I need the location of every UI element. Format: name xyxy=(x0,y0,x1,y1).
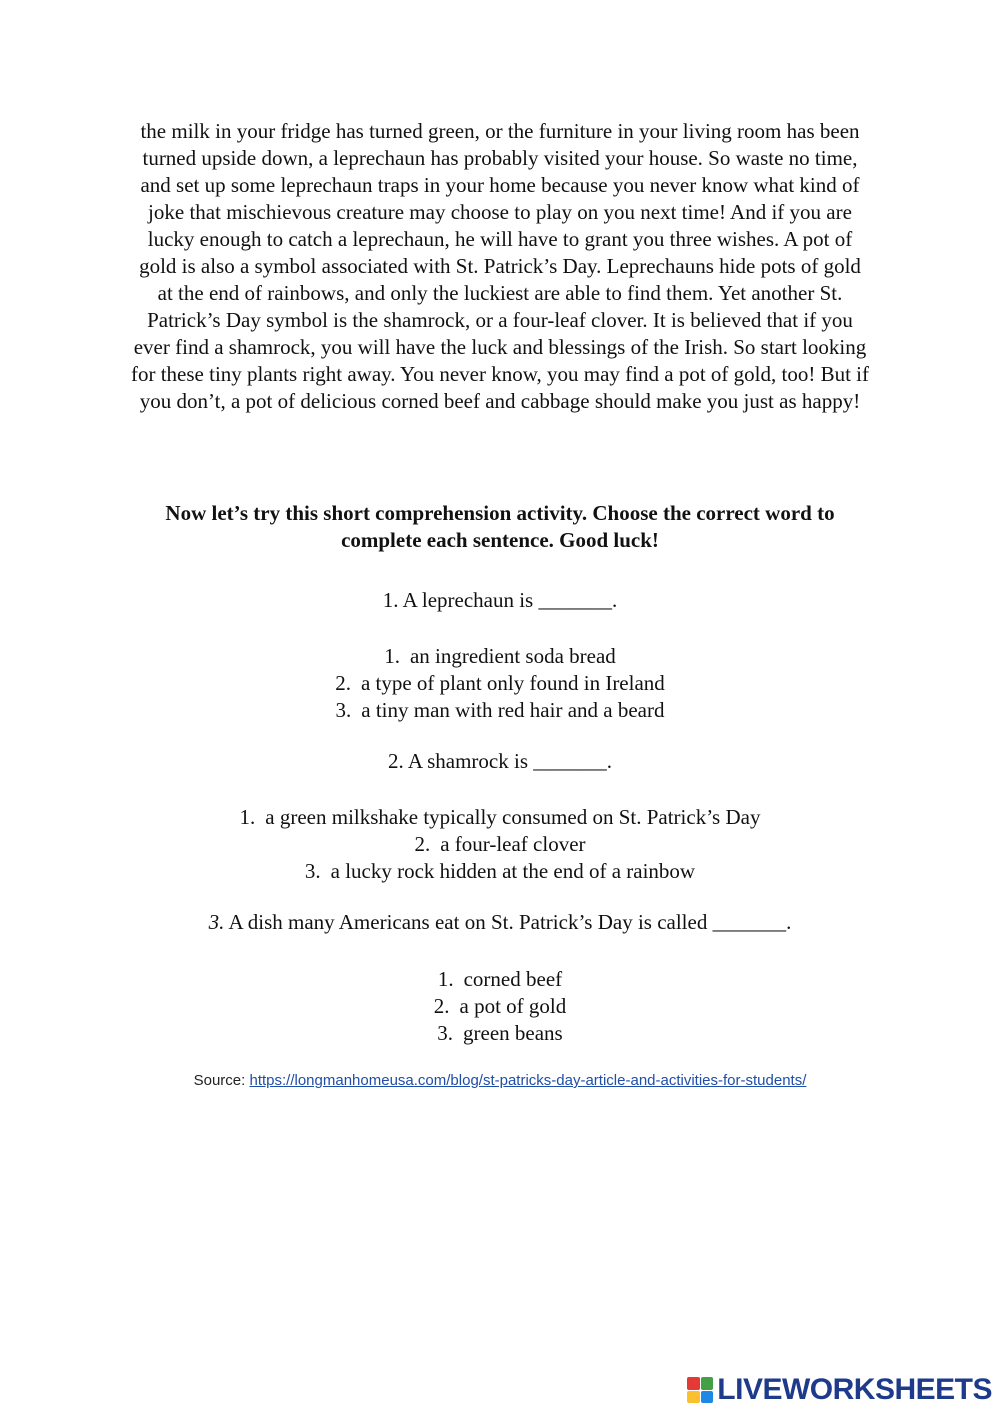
question-3 xyxy=(0,909,1000,936)
option-text: an ingredient soda bread xyxy=(409,644,616,668)
option-text: a lucky rock hidden at the end of a rainbow xyxy=(330,859,696,883)
option-text: green beans xyxy=(463,1021,563,1045)
option[interactable] xyxy=(0,804,1000,831)
question-3-text: A dish many Americans eat on St. Patrick’s Day is called _______. xyxy=(228,910,792,934)
option[interactable] xyxy=(0,643,1000,670)
option-text: a four-leaf clover xyxy=(440,832,586,856)
source-line xyxy=(0,1071,1000,1091)
question-2-options xyxy=(0,804,1000,885)
option-number: 1. xyxy=(437,967,454,991)
option-number: 2. xyxy=(433,994,450,1018)
option-text: a green milkshake typically consumed on St. Patrick’s Day xyxy=(265,805,761,829)
question-3-number: 3. xyxy=(208,910,225,934)
logo-square xyxy=(701,1391,714,1404)
logo-square xyxy=(701,1377,714,1390)
option-number: 3. xyxy=(304,859,321,883)
question-3-options xyxy=(0,966,1000,1047)
option-text: corned beef xyxy=(463,967,563,991)
source-link[interactable]: https://longmanhomeusa.com/blog/st-patricks-day-article-and-activities-for-students/ xyxy=(249,1072,807,1089)
option[interactable] xyxy=(0,1020,1000,1047)
option-text: a type of plant only found in Ireland xyxy=(360,671,665,695)
option-number: 2. xyxy=(335,671,351,695)
option[interactable] xyxy=(0,831,1000,858)
source-label: Source: xyxy=(193,1072,250,1089)
option[interactable] xyxy=(0,670,1000,697)
brand-name: LIVEWORKSHEETS xyxy=(717,1373,992,1406)
question-1: 1. A leprechaun is _______. xyxy=(382,588,618,612)
liveworksheets-brand[interactable] xyxy=(687,1373,992,1407)
article-paragraph: the milk in your fridge has turned green, or the furniture in your living room has been turned upside down, a leprechaun has probably visited your house. So waste no time, and set up some leprechaun traps in your home because you never know what kind of joke that mischievous creature may choose to play on you next time! And if you are lucky enough to catch a leprechaun, he will have to grant you three wishes. A pot of gold is also a symbol associated with St. Patrick’s Day. Leprechauns hide pots of gold at the end of rainbows, and only the luckiest are able to find them. Yet another St. Patrick’s Day symbol is the shamrock, or a four-leaf clover. It is believed that if you ever find a shamrock, you will have the luck and blessings of the Irish. So start looking for these tiny plants right away. You never know, you may find a pot of gold, too! But if you don’t, a pot of delicious corned beef and cabbage should make you just as happy! xyxy=(130,119,869,413)
option[interactable] xyxy=(0,697,1000,724)
logo-square xyxy=(687,1377,700,1390)
liveworksheets-logo-icon xyxy=(687,1377,713,1403)
option-number: 3. xyxy=(335,698,352,722)
logo-square xyxy=(687,1391,700,1404)
question-1-options xyxy=(0,643,1000,724)
option-text: a pot of gold xyxy=(459,994,567,1018)
option[interactable] xyxy=(0,966,1000,993)
question-2: 2. A shamrock is _______. xyxy=(388,749,612,773)
activity-instructions: Now let’s try this short comprehension activity. Choose the correct word to complete each sentence. Good luck! xyxy=(165,501,835,552)
option-number: 2. xyxy=(414,832,431,856)
option[interactable] xyxy=(0,993,1000,1020)
option-number: 3. xyxy=(437,1021,454,1045)
option-text: a tiny man with red hair and a beard xyxy=(361,698,665,722)
option[interactable] xyxy=(0,858,1000,885)
option-number: 1. xyxy=(384,644,400,668)
option-number: 1. xyxy=(239,805,256,829)
